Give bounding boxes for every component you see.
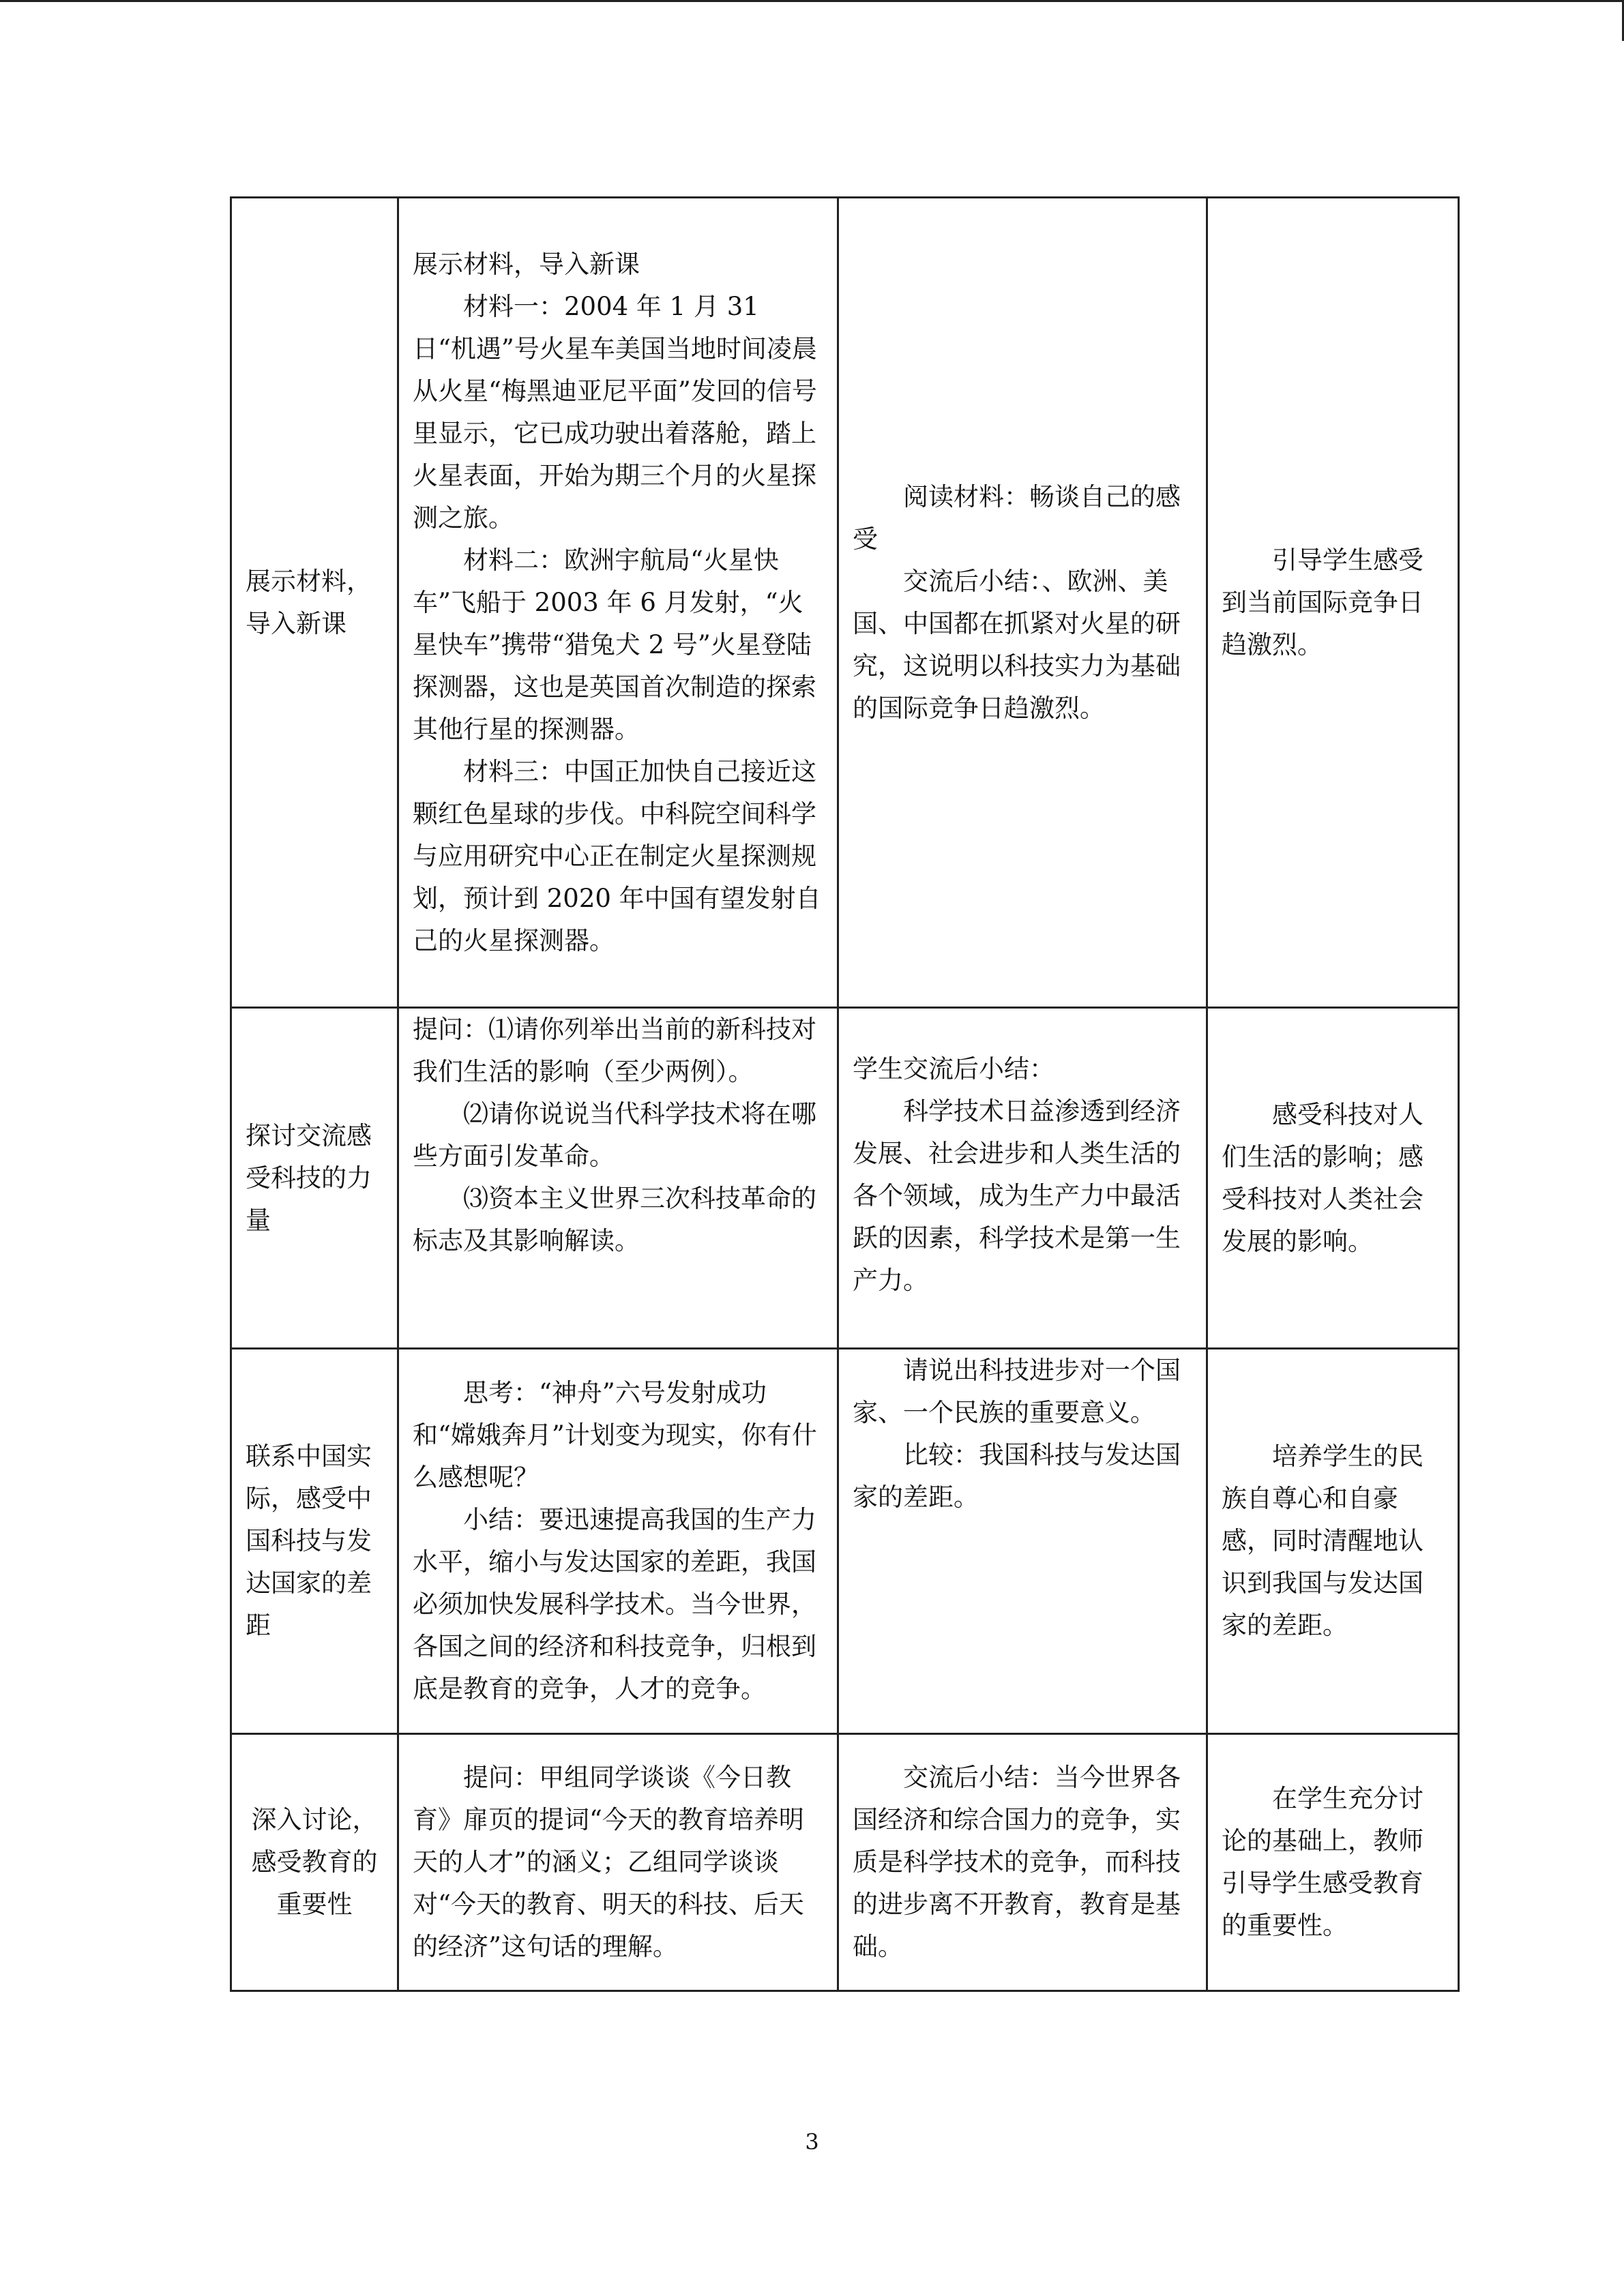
stage-text: 深入讨论，感受教育的重要性: [251, 1805, 378, 1919]
teacher-activity-cell: [398, 1734, 838, 1991]
table-row: [231, 1008, 1459, 1349]
teacher-text: 展示材料，导入新课: [413, 249, 640, 279]
purpose-text: 引导学生感受到当前国际竞争日趋激烈。: [1222, 545, 1423, 659]
purpose-text: 培养学生的民族自尊心和自豪感，同时清醒地认识到我国与发达国家的差距。: [1222, 1442, 1423, 1640]
table-row: [231, 1349, 1459, 1734]
student-text: 科学技术日益渗透到经济发展、社会进步和人类生活的各个领域，成为生产力中最活跃的因素，科学技术是第一生产力。: [853, 1097, 1181, 1295]
lesson-plan-table: [230, 196, 1460, 1992]
purpose-cell: [1207, 1008, 1459, 1349]
stage-text: 导入新课: [246, 608, 346, 638]
student-text: 交流后小结：、欧洲、美国、中国都在抓紧对火星的研究，这说明以科技实力为基础的国际竞争日趋激烈。: [853, 566, 1181, 723]
stage-cell: [231, 1349, 398, 1734]
stage-text: 展示材料，: [246, 566, 372, 596]
purpose-cell: [1207, 1734, 1459, 1991]
student-text: 比较：我国科技与发达国家的差距。: [853, 1440, 1181, 1512]
table-row: [231, 198, 1459, 1008]
teacher-text: 材料三：中国正加快自己接近这颗红色星球的步伐。中科院空间科学与应用研究中心正在制定火星探测规划，预计到 2020 年中国有望发射自己的火星探测器。: [413, 756, 821, 955]
page-top-border: [0, 0, 1624, 2]
table-row: [231, 1734, 1459, 1991]
purpose-cell: [1207, 198, 1459, 1008]
student-text: 交流后小结：当今世界各国经济和综合国力的竞争，实质是科学技术的竞争，而科技的进步离不开教育，教育是基础。: [853, 1763, 1181, 1961]
purpose-text: 在学生充分讨论的基础上，教师引导学生感受教育的重要性。: [1222, 1784, 1423, 1940]
student-text: 请说出科技进步对一个国家、一个民族的重要意义。: [853, 1356, 1181, 1427]
teacher-activity-cell: [398, 1349, 838, 1734]
teacher-text: 提问：⑴请你列举出当前的新科技对我们生活的影响（至少两例）。: [413, 1015, 816, 1086]
student-activity-cell: [838, 1734, 1207, 1991]
teacher-text: ⑶资本主义世界三次科技革命的标志及其影响解读。: [413, 1184, 816, 1255]
stage-cell: [231, 1734, 398, 1991]
student-activity-cell: [838, 198, 1207, 1008]
student-activity-cell: [838, 1349, 1207, 1734]
teacher-text: ⑵请你说说当代科学技术将在哪些方面引发革命。: [413, 1099, 816, 1171]
purpose-text: 感受科技对人们生活的影响；感受科技对人类社会发展的影响。: [1222, 1099, 1423, 1256]
teacher-text: 思考：“神舟”六号发射成功和“嫦娥奔月”计划变为现实，你有什么感想呢？: [413, 1378, 817, 1492]
teacher-text: 材料二：欧洲宇航局“火星快车”飞船于 2003 年 6 月发射，“火星快车”携带“猎兔犬 2 号”火星登陆探测器，这也是英国首次制造的探索其他行星的探测器。: [413, 545, 816, 744]
stage-text: 联系中国实际，感受中国科技与发达国家的差距: [246, 1442, 372, 1640]
teacher-activity-cell: [398, 1008, 838, 1349]
purpose-cell: [1207, 1349, 1459, 1734]
student-text: 阅读材料：畅谈自己的感受: [853, 481, 1181, 554]
teacher-text: 材料一：2004 年 1 月 31 日“机遇”号火星车美国当地时间凌晨从火星“梅黑迪亚尼平面”发回的信号里显示，它已成功驶出着落舱，踏上火星表面，开始为期三个月的火星探测之旅。: [413, 291, 817, 533]
page-number: 3: [805, 2129, 819, 2155]
stage-text: 探讨交流感受科技的力量: [246, 1120, 372, 1235]
teacher-activity-cell: [398, 198, 838, 1008]
stage-cell: [231, 1008, 398, 1349]
student-activity-cell: [838, 1008, 1207, 1349]
stage-cell: [231, 198, 398, 1008]
teacher-text: 提问：甲组同学谈谈《今日教育》扉页的提词“今天的教育培养明天的人才”的涵义；乙组同学谈谈对“今天的教育、明天的科技、后天的经济”这句话的理解。: [413, 1763, 804, 1961]
teacher-text: 小结：要迅速提高我国的生产力水平，缩小与发达国家的差距，我国必须加快发展科学技术。当今世界，各国之间的经济和科技竞争，归根到底是教育的竞争，人才的竞争。: [413, 1505, 816, 1703]
student-text: 学生交流后小结：: [853, 1054, 1054, 1084]
